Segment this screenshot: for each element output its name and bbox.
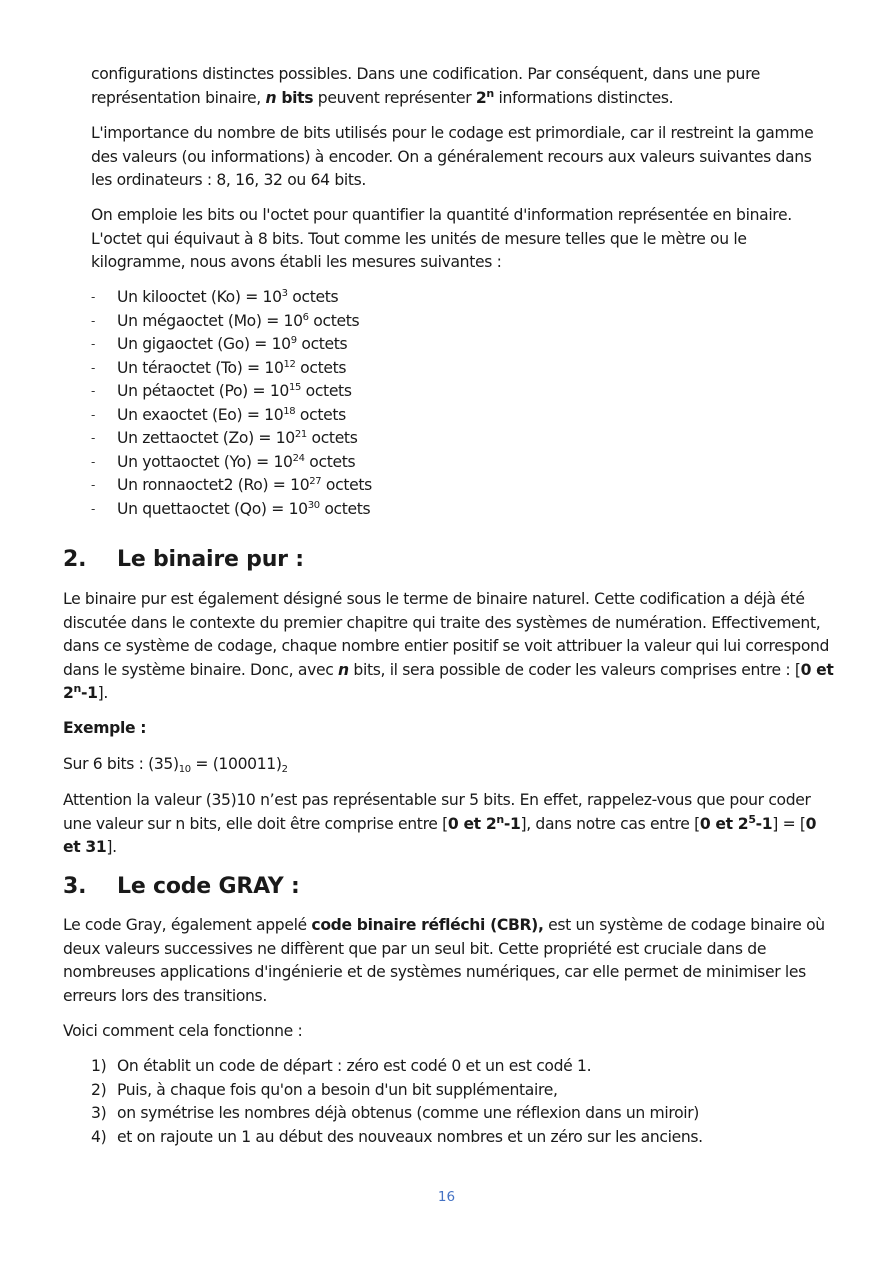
unit-label: Un exaoctet (Eo) = 10 [117, 405, 284, 424]
paragraph-bit-importance: L'importance du nombre de bits utilisés pour le codage est primordiale, car il restreint la gamme des valeurs (ou informations) à encoder. On a généralement recours aux valeurs suivantes dans les ordinateurs : 8, 16, 32 ou 64 bits. [91, 124, 814, 189]
unit-exponent: 30 [307, 499, 320, 511]
list-item [91, 404, 372, 428]
unit-label: Un quettaoctet (Qo) = 10 [117, 499, 308, 518]
range-end: -1 [503, 814, 521, 833]
text-run: informations distinctes. [493, 88, 674, 107]
text-run: bits, il sera possible de coder les valeurs comprises entre : [ [348, 660, 801, 679]
unit-exponent: 24 [292, 452, 305, 464]
unit-exponent: 27 [309, 476, 322, 487]
power-base: 2 [475, 88, 487, 107]
list-marker: - [91, 478, 95, 492]
unit-suffix: octets [287, 288, 339, 306]
unit-exponent: 9 [290, 335, 297, 346]
example-label: Exemple : [63, 719, 147, 737]
unit-label: Un yottaoctet (Yo) = 10 [117, 452, 293, 471]
list-marker: - [91, 337, 95, 351]
step-number: 4) [91, 1127, 107, 1146]
step-text: et on rajoute un 1 au début des nouveaux nombres et un zéro sur les anciens. [117, 1127, 703, 1146]
list-item [91, 427, 372, 451]
list-item [91, 1079, 703, 1103]
unit-label: Un ronnaoctet2 (Ro) = 10 [117, 476, 310, 494]
base-subscript: 10 [178, 764, 191, 775]
list-item [91, 1055, 703, 1079]
unit-exponent: 18 [283, 405, 296, 417]
list-item [91, 1102, 703, 1126]
list-marker: - [91, 384, 95, 398]
section-heading-code-gray [63, 872, 300, 902]
steps-list [91, 1055, 703, 1149]
section-number: 3. [63, 874, 87, 899]
example-line [63, 753, 838, 777]
paragraph-octet-units: On emploie les bits ou l'octet pour quantifier la quantité d'information représentée en binaire. L'octet qui équivaut à 8 bits. Tout comme les unités de mesure telles que le mètre ou le kilogramme, nous avons établi les mesures suivantes : [91, 206, 792, 271]
list-item [91, 498, 372, 522]
step-text: On établit un code de départ : zéro est codé 0 et un est codé 1. [117, 1057, 592, 1075]
unit-suffix: octets [296, 335, 348, 353]
range-start: 0 et 2 [699, 814, 749, 833]
text-run: peuvent représenter [313, 88, 476, 107]
step-number: 2) [91, 1080, 107, 1099]
unit-suffix: octets [295, 358, 347, 377]
unit-suffix: octets [295, 405, 346, 424]
units-list [91, 286, 372, 521]
text-run: est un système de codage binaire où deux valeurs successives ne diffèrent que par un seul bit. Cette propriété est cruciale dans de nombreuses applications d'ingénierie et de systèmes numériques, car elle permet de minimiser les erreurs lors des transitions. [63, 916, 825, 1005]
page-number: 16 [437, 1189, 456, 1205]
list-marker: - [91, 454, 95, 469]
unit-suffix: octets [319, 499, 371, 518]
list-item [91, 474, 372, 498]
list-item [91, 286, 372, 310]
step-number: 1) [91, 1057, 107, 1075]
unit-suffix: octets [301, 382, 352, 400]
step-text: on symétrise les nombres déjà obtenus (comme une réflexion dans un miroir) [117, 1104, 700, 1122]
bold-term: code binaire réfléchi (CBR), [311, 916, 544, 934]
paragraph-how-it-works: Voici comment cela fonctionne : [63, 1022, 303, 1040]
unit-exponent: 15 [289, 382, 302, 393]
text-run: ] = [ [772, 814, 806, 833]
list-item [91, 310, 372, 334]
unit-label: Un kilooctet (Ko) = 10 [117, 288, 282, 306]
unit-exponent: 12 [283, 358, 296, 370]
range-exponent: 5 [748, 812, 756, 826]
list-item [91, 357, 372, 381]
unit-label: Un pétaoctet (Po) = 10 [117, 382, 289, 400]
variable-n: n [338, 660, 349, 679]
section-title: Le code GRAY : [117, 874, 300, 899]
list-marker: - [91, 290, 95, 304]
range-start: 0 et 2 [63, 660, 834, 702]
unit-suffix: octets [306, 429, 358, 447]
text-run: ], dans notre cas entre [ [520, 814, 700, 833]
unit-suffix: octets [321, 476, 372, 494]
section-title: Le binaire pur : [117, 547, 304, 572]
list-item [91, 1126, 703, 1150]
section-number: 2. [63, 547, 87, 572]
unit-suffix: octets [308, 311, 360, 330]
step-number: 3) [91, 1104, 107, 1122]
text-run: ]. [97, 684, 108, 702]
text-run: Le binaire pur est également désigné sous le terme de binaire naturel. Cette codification a déjà été discutée dans le contexte du premier chapitre qui traite des systèmes de numération. Effectivement, dans ce système de codage, chaque nombre entier positif se voit attribuer la valeur qui lui correspond dans le système binaire. Donc, avec [63, 590, 830, 679]
unit-label: Un mégaoctet (Mo) = 10 [117, 311, 303, 330]
unit-label: Un téraoctet (To) = 10 [117, 358, 284, 377]
paragraph-attention [63, 789, 838, 860]
text-run: Le code Gray, également appelé [63, 916, 312, 934]
paragraph-binaire-pur [63, 588, 838, 706]
unit-label: Un zettaoctet (Zo) = 10 [117, 429, 295, 447]
range-end: -1 [81, 684, 98, 702]
text-run: configurations distinctes possibles. Dans une codification. Par conséquent, dans une pure représentation binaire, [91, 65, 761, 107]
paragraph-code-gray [63, 914, 838, 1008]
unit-exponent: 6 [302, 311, 309, 323]
step-text: Puis, à chaque fois qu'on a besoin d'un bit supplémentaire, [117, 1080, 558, 1099]
range-exponent: n [496, 812, 504, 826]
power-exponent: n [486, 86, 494, 100]
list-marker: - [91, 407, 95, 422]
range-value: 0 et 31 [63, 814, 817, 856]
base-subscript: 2 [281, 764, 288, 775]
text-run: = (100011) [190, 755, 282, 773]
list-marker: - [91, 360, 95, 375]
bits-label: bits [276, 88, 314, 107]
range-end: -1 [755, 814, 773, 833]
unit-suffix: octets [304, 452, 356, 471]
list-marker: - [91, 313, 95, 328]
section-heading-binaire-pur [63, 545, 304, 575]
range-exponent: n [73, 682, 81, 695]
variable-n: n [265, 88, 277, 107]
list-marker: - [91, 431, 95, 445]
range-start: 0 et 2 [447, 814, 497, 833]
text-run: Attention la valeur (35)10 n’est pas représentable sur 5 bits. En effet, rappelez-vous que pour coder une valeur sur n bits, elle doit être comprise entre [ [63, 791, 811, 833]
text-run: Sur 6 bits : (35) [63, 755, 179, 773]
unit-exponent: 21 [294, 429, 307, 440]
list-item [91, 333, 372, 357]
list-marker: - [91, 501, 95, 516]
list-item [91, 380, 372, 404]
unit-label: Un gigaoctet (Go) = 10 [117, 335, 291, 353]
paragraph-binary-representation [91, 63, 836, 110]
list-item [91, 451, 372, 475]
unit-exponent: 3 [281, 288, 288, 299]
text-run: ]. [106, 838, 117, 856]
